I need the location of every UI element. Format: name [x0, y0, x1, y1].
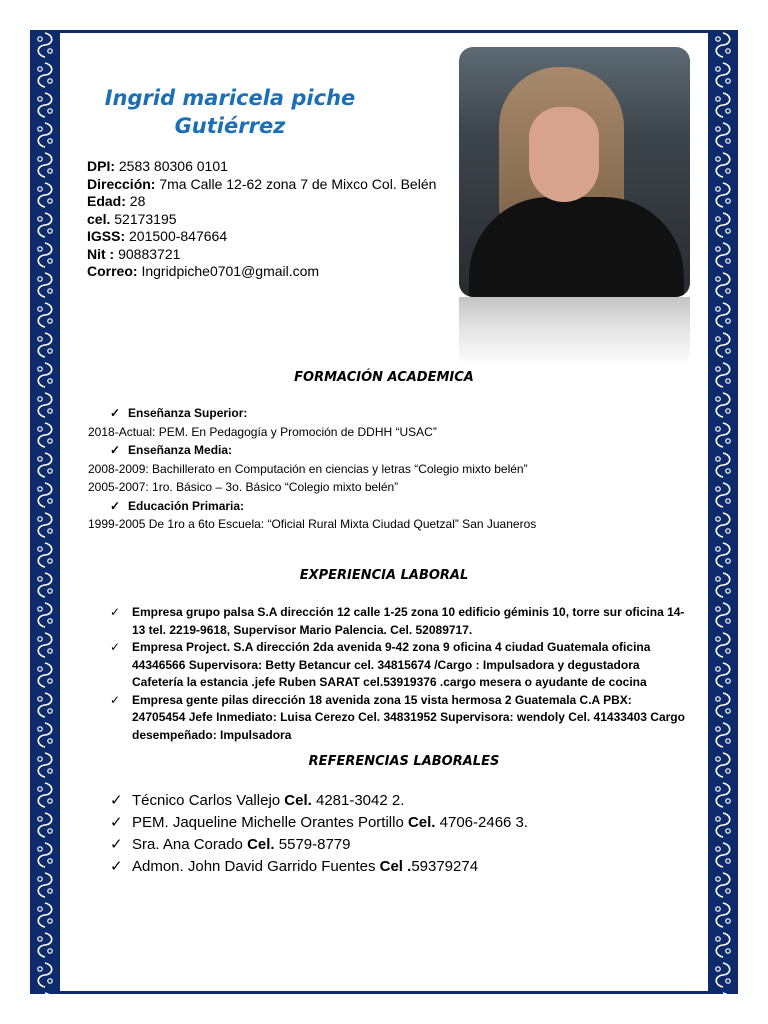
exp-1-company: Empresa grupo palsa S.A dirección 12 calle 1-25 zona 10 edificio géminis 10, torre sur oficina 14-13 tel. 2219-9618, — [132, 605, 685, 637]
exp-1-role: Supervisor — [233, 622, 297, 637]
check-icon: ✓ — [110, 814, 123, 831]
reference-phone: 5579-8779 — [274, 836, 351, 853]
exp-2-contact: Betty Betancur cel. 34815674 /Cargo : Impulsadora y degustadora Cafetería la estancia .jefe Ruben SARAT cel.53919376 .cargo mesera o ayudante de cocina — [132, 657, 647, 689]
cel-row — [87, 211, 447, 229]
check-icon: ✓ — [110, 443, 121, 457]
experience-item — [110, 639, 685, 692]
reference-phone: 59379274 — [411, 858, 479, 875]
address-label: Dirección: — [87, 175, 156, 192]
check-icon: ✓ — [110, 858, 123, 875]
edu-superior-line: 2018-Actual: PEM. En Pedagogía y Promoción de DDHH “USAC” — [88, 424, 437, 439]
address-value: 7ma Calle 12-62 zona 7 de Mixco Col. Belén — [155, 175, 437, 192]
references-section — [110, 790, 670, 878]
igss-value: 201500-847664 — [125, 228, 228, 244]
address-row — [87, 176, 447, 194]
experience-section — [110, 604, 685, 744]
personal-info — [87, 158, 447, 281]
exp-3-supervisor: wendoly Cel. 41433403 — [513, 710, 651, 724]
exp-3-company: Empresa — [132, 692, 183, 707]
email-label: Correo: — [87, 263, 138, 279]
photo-face — [529, 107, 599, 202]
decorative-border-right — [708, 30, 738, 994]
age-value: 28 — [125, 193, 146, 209]
decorative-border-left — [30, 30, 60, 994]
email-row — [87, 263, 447, 281]
edu-superior-heading — [88, 404, 688, 423]
reference-name: PEM. Jaqueline Michelle Orantes Portillo — [132, 814, 408, 831]
check-icon: ✓ — [110, 692, 121, 707]
dpi-label: DPI: — [87, 158, 115, 174]
reference-item — [110, 834, 670, 856]
check-icon: ✓ — [110, 406, 121, 420]
page-border-top — [30, 30, 738, 33]
experience-text — [132, 604, 685, 639]
reference-item — [110, 812, 670, 834]
reference-cel-label: Cel . — [379, 858, 412, 875]
exp-3-address: gente pilas dirección 18 avenida zona 15 vista hermosa 2 Guatemala C.A — [182, 692, 604, 707]
nit-value: 90883721 — [114, 245, 181, 262]
age-label: Edad: — [87, 193, 126, 209]
edu-superior-label: Enseñanza Superior: — [128, 406, 248, 420]
edu-primaria-line: 1999-2005 De 1ro a 6to Escuela: “Oficial Rural Mixta Ciudad Quetzal” San Juaneros — [88, 517, 537, 531]
education-section — [88, 404, 688, 534]
reference-cel-label: Cel. — [407, 814, 436, 831]
check-icon: ✓ — [110, 836, 123, 853]
page-border-bottom — [30, 991, 738, 994]
cv-name — [90, 84, 370, 140]
reference-item — [110, 856, 670, 878]
name-line-1: Ingrid maricela piche — [104, 86, 356, 110]
edu-primaria-heading — [88, 497, 688, 516]
experience-item — [110, 604, 685, 639]
check-icon: ✓ — [110, 792, 123, 809]
experience-text — [132, 692, 685, 745]
edu-primaria-label: Educación Primaria: — [128, 498, 245, 513]
reference-name: Admon. John David Garrido Fuentes — [132, 858, 380, 875]
exp-3-role: Cargo desempeñado: Impulsadora — [132, 710, 685, 742]
references-title: REFERENCIAS LABORALES — [308, 754, 500, 769]
reference-phone: 4281-3042 2. — [311, 792, 405, 809]
reference-phone: 4706-2466 3. — [435, 814, 529, 831]
dpi-value: 2583 80306 0101 — [115, 158, 228, 174]
reference-cel-label: Cel. — [284, 792, 312, 809]
photo-body — [469, 197, 684, 297]
profile-photo-image — [459, 47, 690, 297]
name-line-2: Gutiérrez — [174, 114, 286, 138]
edu-media-label: Enseñanza Media: — [128, 443, 233, 457]
check-icon: ✓ — [110, 640, 121, 654]
edu-media-heading — [88, 441, 688, 460]
dpi-row — [87, 158, 447, 176]
photo-reflection — [459, 297, 690, 367]
experience-item — [110, 692, 685, 745]
age-row — [87, 193, 447, 211]
profile-photo — [459, 47, 690, 367]
reference-item — [110, 790, 670, 812]
cel-label: cel. — [87, 210, 111, 227]
nit-row — [87, 246, 447, 264]
experience-text — [132, 639, 685, 692]
check-icon: ✓ — [110, 498, 121, 513]
edu-media-line-1: 2008-2009: Bachillerato en Computación en ciencias y letras “Colegio mixto belén” — [88, 461, 528, 476]
exp-1-contact: Mario Palencia. Cel. 52089717. — [296, 622, 473, 637]
education-title: FORMACIÓN ACADEMICA — [294, 370, 474, 385]
igss-row — [87, 228, 447, 246]
check-icon: ✓ — [110, 605, 121, 619]
exp-3-supervisor-label: Supervisora: — [440, 710, 514, 724]
nit-label: Nit : — [87, 245, 115, 262]
reference-cel-label: Cel. — [247, 836, 275, 853]
exp-2-company: Empresa Project. S.A dirección 2da avenida 9-42 zona 9 oficina 4 ciudad Guatemala oficina 44346566 — [132, 640, 651, 672]
cel-value: 52173195 — [110, 210, 177, 227]
experience-title: EXPERIENCIA LABORAL — [299, 568, 469, 583]
reference-name: Sra. Ana Corado — [132, 836, 248, 853]
reference-name: Técnico Carlos Vallejo — [132, 792, 285, 809]
edu-media-line-2: 2005-2007: 1ro. Básico – 3o. Básico “Colegio mixto belén” — [88, 480, 399, 494]
igss-label: IGSS: — [87, 228, 126, 244]
email-value: Ingridpiche0701@gmail.com — [137, 263, 320, 279]
exp-2-role: Supervisora: — [188, 657, 263, 672]
exp-3-pbx: PBX: 24705454 Jefe Inmediato: Luisa Cerezo Cel. 34831952 — [132, 692, 632, 724]
